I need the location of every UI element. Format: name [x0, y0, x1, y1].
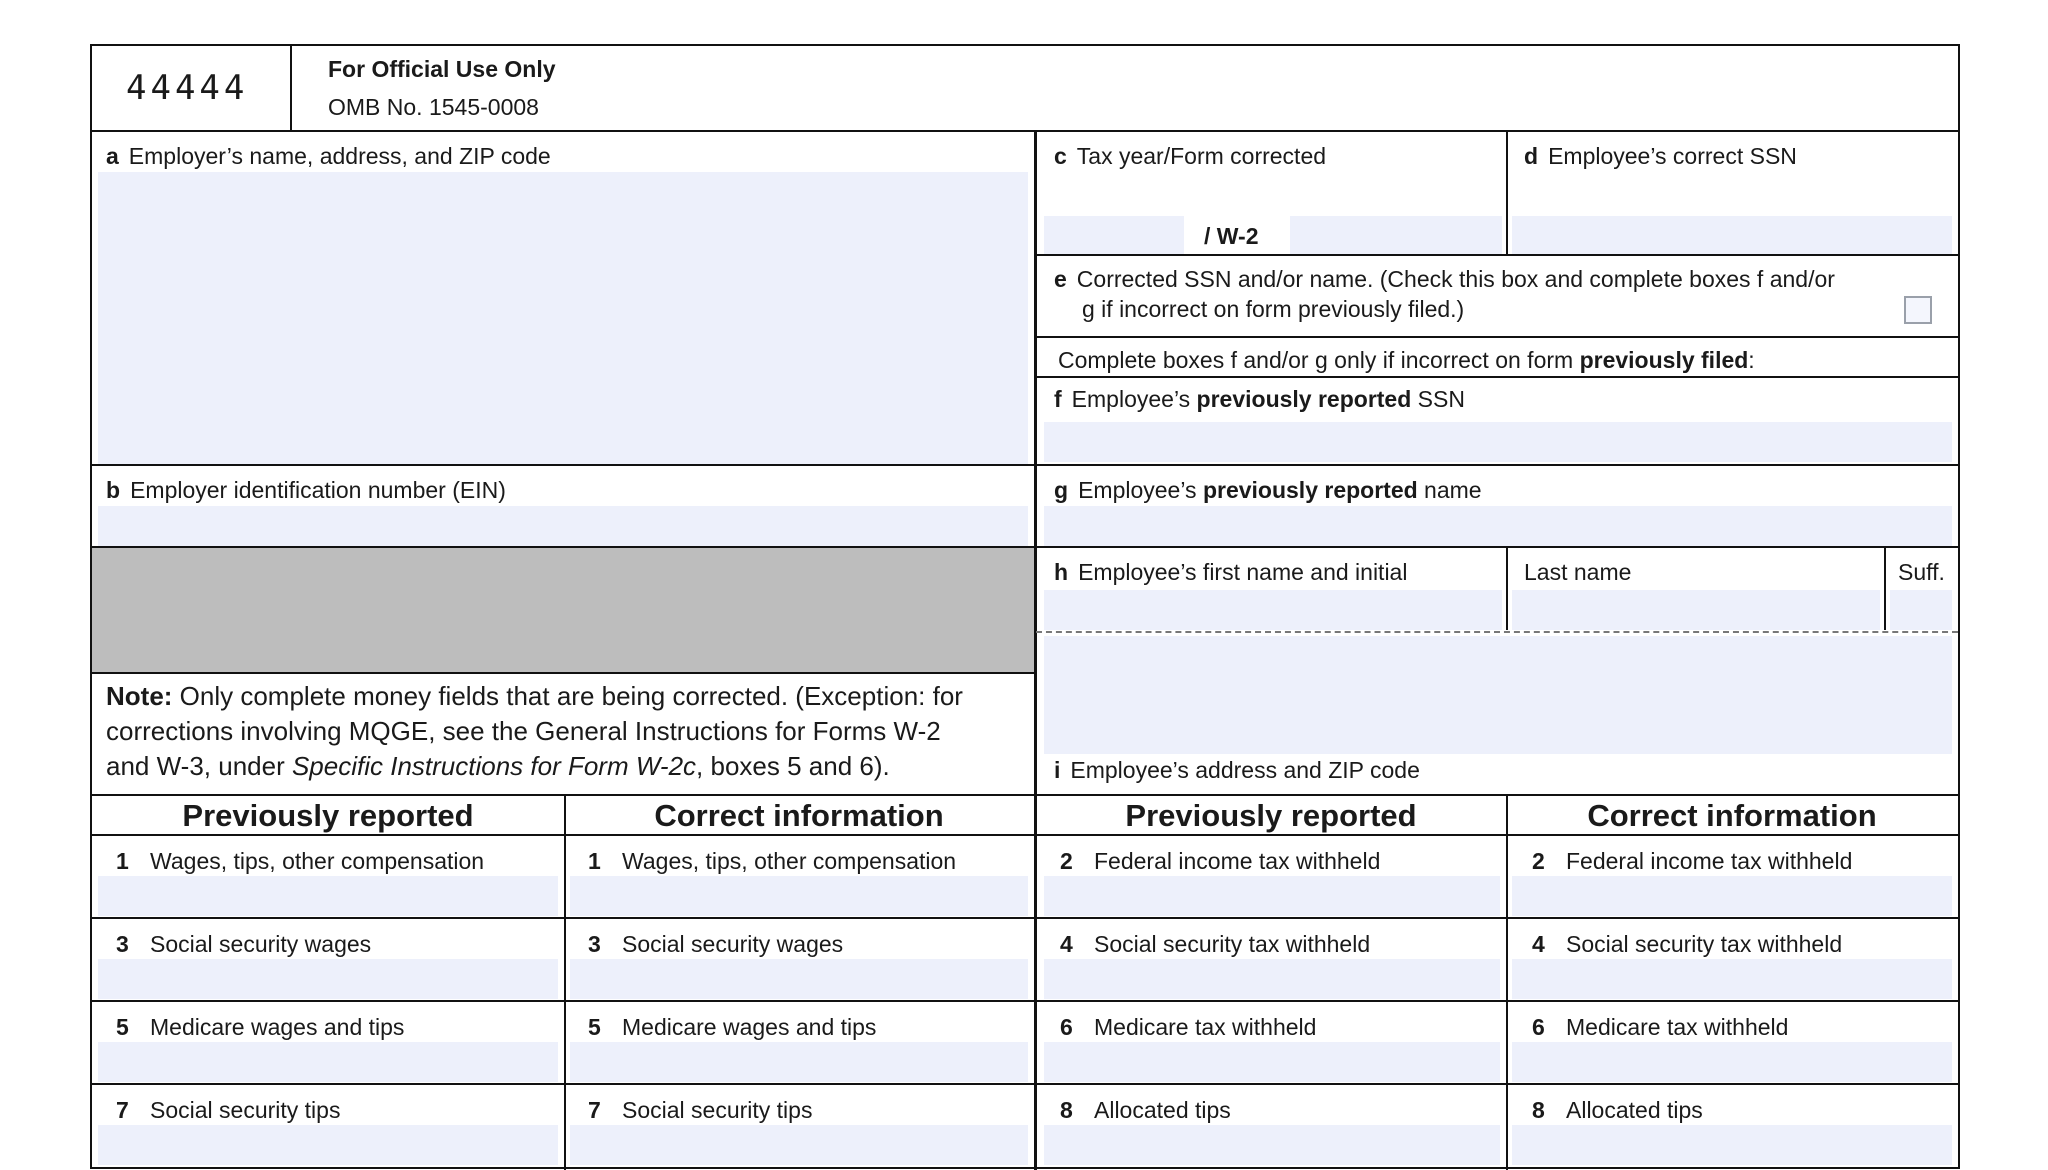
h-divider-2 [1884, 546, 1886, 630]
row1-c3-input[interactable] [1044, 876, 1500, 916]
omb-number: OMB No. 1545-0008 [328, 94, 539, 120]
colhead-rule [92, 834, 1958, 836]
box-b-label: b Employer identification number (EIN) [106, 477, 506, 503]
box-i-input[interactable] [1044, 636, 1952, 754]
box-h-label: h Employee’s first name and initial [1054, 559, 1408, 585]
box-c-year-input[interactable] [1044, 216, 1184, 254]
cd-rule [1036, 254, 1958, 256]
row4-c3-label: 8 Allocated tips [1060, 1097, 1231, 1123]
row4-c1-label: 7 Social security tips [116, 1097, 341, 1123]
box-h-last-name-label: Last name [1524, 559, 1632, 585]
col-divider-3 [1506, 794, 1508, 1170]
box-h-suffix-input[interactable] [1890, 590, 1952, 630]
box-h-first-input[interactable] [1044, 590, 1502, 630]
box-c-form-input[interactable] [1290, 216, 1502, 254]
cd-divider [1506, 130, 1508, 256]
box-e-checkbox[interactable] [1904, 296, 1932, 324]
row4-c3-input[interactable] [1044, 1125, 1500, 1165]
form-code-text: 44444 [126, 68, 249, 108]
row2-rule [92, 1000, 1958, 1002]
row1-c1-input[interactable] [98, 876, 558, 916]
row4-c1-input[interactable] [98, 1125, 558, 1165]
box-a-rule [92, 464, 1034, 466]
box-g-label: g Employee’s previously reported name [1054, 477, 1482, 503]
row2-c2-input[interactable] [570, 959, 1028, 999]
row1-c3-label: 2 Federal income tax withheld [1060, 848, 1381, 874]
box-b-input[interactable] [98, 506, 1028, 546]
shaded-block-rule [92, 672, 1034, 674]
box-g-input[interactable] [1044, 506, 1952, 546]
row3-c2-label: 5 Medicare wages and tips [588, 1014, 877, 1040]
row3-rule [92, 1083, 1958, 1085]
row1-rule [92, 917, 1958, 919]
col-divider-1 [564, 794, 566, 1170]
row2-c3-input[interactable] [1044, 959, 1500, 999]
box-f-input[interactable] [1044, 422, 1952, 462]
box-f-label: f Employee’s previously reported SSN [1054, 386, 1465, 412]
box-c-label: c Tax year/Form corrected [1054, 143, 1327, 169]
row3-c3-input[interactable] [1044, 1042, 1500, 1082]
row2-c4-label: 4 Social security tax withheld [1532, 931, 1843, 957]
row2-c1-input[interactable] [98, 959, 558, 999]
col-head-2: Correct information [654, 798, 944, 833]
row4-c2-input[interactable] [570, 1125, 1028, 1165]
row3-c4-input[interactable] [1512, 1042, 1952, 1082]
box-d-label: d Employee’s correct SSN [1524, 143, 1797, 169]
box-h-last-input[interactable] [1512, 590, 1880, 630]
box-a-label: a Employer’s name, address, and ZIP code [106, 143, 551, 169]
row1-c4-label: 2 Federal income tax withheld [1532, 848, 1853, 874]
e-rule [1036, 336, 1958, 338]
box-c-form-suffix: / W-2 [1204, 223, 1259, 249]
row1-c4-input[interactable] [1512, 876, 1952, 916]
row4-c4-label: 8 Allocated tips [1532, 1097, 1703, 1123]
box-e-line2: g if incorrect on form previously filed.) [1082, 296, 1465, 322]
col-head-1: Previously reported [182, 798, 474, 833]
col-head-3: Previously reported [1125, 798, 1417, 833]
box-i-label: i Employee’s address and ZIP code [1054, 757, 1420, 783]
box-a-input[interactable] [98, 172, 1028, 464]
row1-c2-label: 1 Wages, tips, other compensation [588, 848, 957, 874]
center-divider [1034, 130, 1037, 1170]
note-text: Note: Only complete money fields that are being corrected. (Exception: for corrections involving MQGE, see the General Instructions for Forms W-2 and W-3, under Specific Instructions for Form W-2c, boxes 5 and 6). [106, 681, 963, 781]
shaded-block [92, 548, 1034, 672]
h-dashed-rule [1036, 631, 1958, 633]
row3-c2-input[interactable] [570, 1042, 1028, 1082]
official-use-label: For Official Use Only [328, 56, 556, 82]
row3-c1-label: 5 Medicare wages and tips [116, 1014, 405, 1040]
row4-c4-input[interactable] [1512, 1125, 1952, 1165]
row3-c4-label: 6 Medicare tax withheld [1532, 1014, 1789, 1040]
row2-c3-label: 4 Social security tax withheld [1060, 931, 1371, 957]
form-code [126, 68, 248, 108]
row3-c1-input[interactable] [98, 1042, 558, 1082]
table-top-rule [92, 794, 1958, 796]
g-rule [1036, 546, 1958, 548]
f-rule [1036, 464, 1958, 466]
f-g-instruction: Complete boxes f and/or g only if incorrect on form previously filed: [1058, 347, 1755, 373]
col-head-4: Correct information [1587, 798, 1877, 833]
row2-c4-input[interactable] [1512, 959, 1952, 999]
row3-c3-label: 6 Medicare tax withheld [1060, 1014, 1317, 1040]
box-d-input[interactable] [1512, 216, 1952, 254]
row4-c2-label: 7 Social security tips [588, 1097, 813, 1123]
row2-c2-label: 3 Social security wages [588, 931, 844, 957]
instruction-rule [1036, 376, 1958, 378]
box-h-suffix-label: Suff. [1898, 559, 1945, 585]
h-divider-1 [1506, 546, 1508, 630]
row1-c1-label: 1 Wages, tips, other compensation [116, 848, 485, 874]
header-divider [290, 46, 292, 130]
w2c-form [90, 44, 1960, 1169]
row1-c2-input[interactable] [570, 876, 1028, 916]
row2-c1-label: 3 Social security wages [116, 931, 372, 957]
box-e-line1: e Corrected SSN and/or name. (Check this box and complete boxes f and/or [1054, 266, 1835, 292]
header-rule [92, 130, 1958, 132]
